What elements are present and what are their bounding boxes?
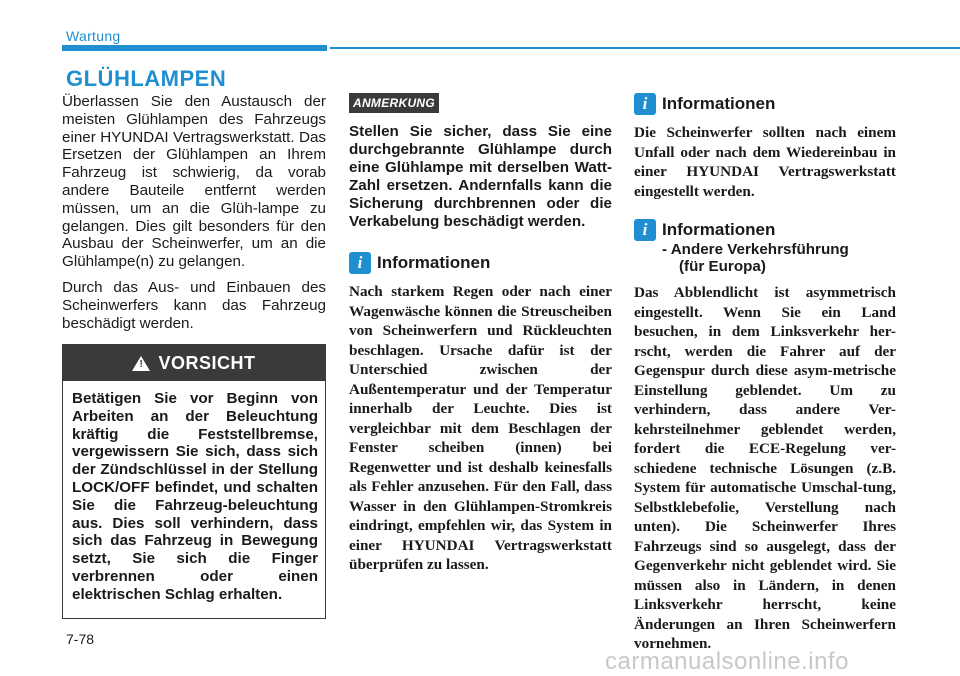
info-text-2: Das Abblendlicht ist asymmetrisch eingestellt. Wenn Sie ein Land besuchen, in dem Linksverkehr her-rscht, werden die Fahrer auf der Gegenspur durch diese asym-metrische Einstellung geblendet. Um zu verhindern, dass andere Ver-kehrsteilnehmer geblendet werden, fordert die ECE-Regelung ver-schiedene technische Lösungen (z.B. System für automatische Umschal-tung, Selbstklebefolie, Verstellung nach unten). Die Scheinwerfer Ihres Fahrzeugs sind so ausgelegt, dass der Gegenverkehr nicht geblendet wird. Sie müssen also in Ländern, in denen Linksverkehr herrscht, keine Änderungen an Ihren Scheinwerfern vornehmen.: [634, 284, 896, 652]
watermark: carmanualsonline.info: [605, 648, 849, 675]
info-heading-1: [634, 93, 896, 115]
intro-paragraph-2: Durch das Aus- und Einbauen des Scheinwerfers kann das Fahrzeug beschädigt werden.: [62, 278, 326, 332]
info-subtitle-line2: (für Europa): [679, 258, 766, 275]
note-text: Stellen Sie sicher, dass Sie eine durchgebrannte Glühlampe durch eine Glühlampe mit derselben Watt- Zahl ersetzen. Andernfalls kann die Sicherung durchbrennen oder die Verkabelung beschädigt werden.: [349, 123, 612, 230]
warning-triangle-icon: !: [132, 356, 150, 371]
page-title: GLÜHLAMPEN: [66, 66, 227, 91]
info-title-1: Informationen: [662, 94, 776, 113]
info-heading-2: [634, 219, 896, 241]
caution-label: VORSICHT: [158, 352, 256, 373]
intro-paragraph: Überlassen Sie den Austausch der meisten Glühlampen des Fahrzeugs einer HYUNDAI Vertragswerkstatt. Das Ersetzen der Glühlampen an Ihrem Fahrzeug ist schwierig, da vorab andere Bauteile entfernt werden müssen, um an die Glüh-lampe zu gelangen. Dies gilt besonders für den Ausbau der Scheinwerfer, um an die Glühlampe(n) zu gelangen.: [62, 93, 326, 271]
info-title: Informationen: [377, 253, 491, 272]
header-rule-thick: [62, 45, 327, 51]
caution-header: [63, 345, 325, 381]
page-number: 7-78: [66, 631, 95, 647]
info-text-1: Die Scheinwerfer sollten nach einem Unfall oder nach dem Wiedereinbau in einer HYUNDAI Vertragswerkstatt eingestellt werden.: [634, 124, 896, 200]
info-subtitle-line1: - Andere Verkehrsführung: [662, 241, 849, 258]
info-icon: i: [634, 93, 656, 115]
header-rule-thin: [330, 47, 960, 49]
column-1: [62, 93, 326, 332]
caution-text: Betätigen Sie vor Beginn von Arbeiten an der Beleuchtung kräftig die Feststellbremse, vergewissern Sie sich, dass sich der Zündschlüssel in der Stellung LOCK/OFF befindet, und schalten Sie die Fahrzeug-beleuchtung aus. Dies soll verhindern, dass sich das Fahrzeug in Bewegung setzt, Sie sich die Finger verbrennen oder einen elektrischen Schlag erhalten.: [72, 390, 318, 603]
info-icon: i: [349, 252, 371, 274]
info-title-2: Informationen: [662, 220, 776, 239]
info-icon: i: [634, 219, 656, 241]
info-heading: [349, 252, 612, 274]
column-2: [349, 93, 612, 575]
info-text: Nach starkem Regen oder nach einer Wagenwäsche können die Streuscheiben von Scheinwerfern und Rückleuchten beschlagen. Ursache dafür ist der Unterschied zwischen der Außentemperatur und der Temperatur innerhalb der Leuchte. Dies ist vergleichbar mit dem Beschlagen der Fenster scheiben (innen) bei Regenwetter und ist deshalb keinesfalls als Fehler anzusehen. Für den Fall, dass Wasser in den Glühlampen-Stromkreis eindringt, empfehlen wir, das System in einer HYUNDAI Vertragswerkstatt überprüfen zu lassen.: [349, 283, 612, 573]
column-3: [634, 93, 896, 654]
section-label: Wartung: [66, 28, 121, 44]
caution-box: [62, 344, 326, 619]
note-tag: ANMERKUNG: [349, 93, 439, 113]
